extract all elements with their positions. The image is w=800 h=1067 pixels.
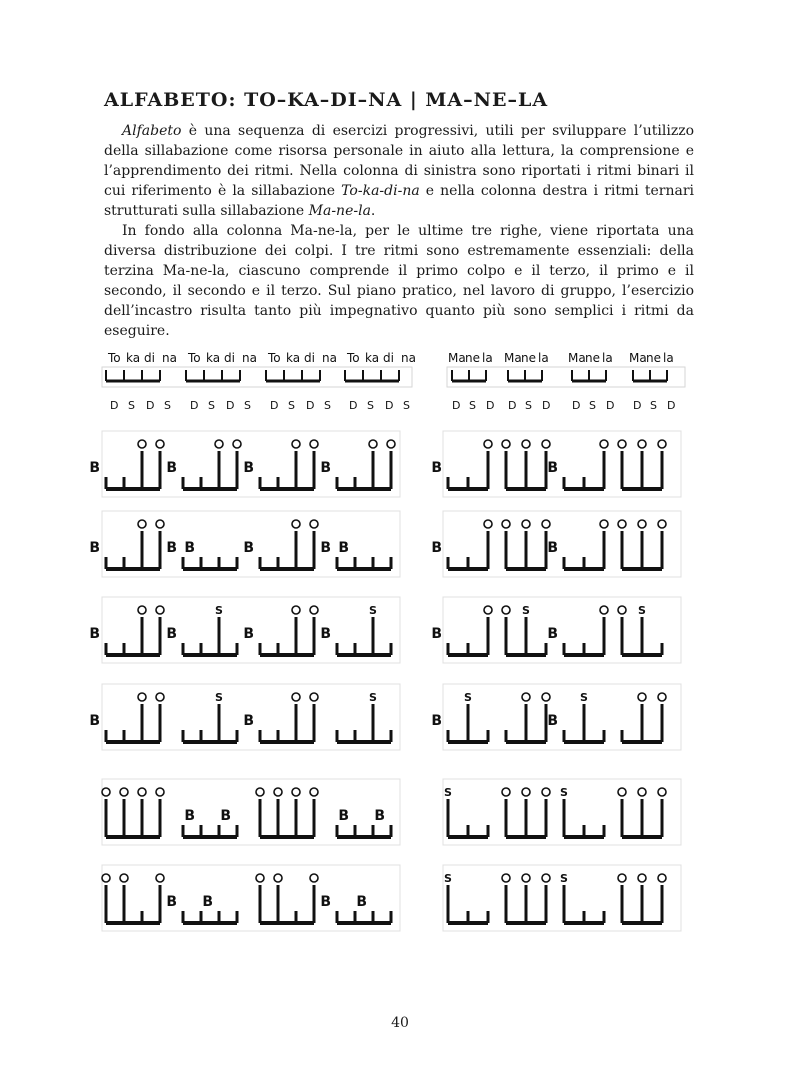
hand-label: D [667,399,676,412]
note-symbol: B [431,713,442,729]
note-symbol: S [215,604,223,617]
open-note-mark [256,788,264,796]
italic-term: To-ka-di-na [341,183,420,199]
rhythm-row-left [89,431,400,497]
open-note-mark [484,520,492,528]
syllable: na [242,351,257,365]
rhythm-row-left [89,597,400,663]
open-note-mark [658,520,666,528]
open-note-mark [522,520,530,528]
rhythm-row-right [431,597,681,663]
open-note-mark [658,440,666,448]
open-note-mark [502,874,510,882]
note-symbol: B [166,894,177,910]
hand-label: D [633,399,642,412]
hand-label: S [208,399,215,412]
syllable: na [322,351,337,365]
note-symbol: B [166,626,177,642]
open-note-mark [138,520,146,528]
hand-label: S [469,399,476,412]
open-note-mark [638,440,646,448]
syllable: la [663,351,674,365]
header-syllables [102,351,685,412]
page-number: 40 [391,1015,409,1031]
note-symbol: B [320,540,331,556]
hand-label: S [589,399,596,412]
syllable: di [304,351,315,365]
note-symbol: B [547,713,558,729]
syllable: la [538,351,549,365]
hand-label: S [367,399,374,412]
note-symbol: S [444,786,452,799]
open-note-mark [618,440,626,448]
text-run: In fondo alla colonna Ma-ne-la, per le ultime tre righe, viene riportata una diversa distribuzione dei colpi. I tre ritmi sono estremamente essenziali: della terzina Ma-ne-la, ciascuno comprende il primo colpo e il terzo, il primo e il secondo, il secondo e il terzo. Sul piano pratico, nel lavoro di gruppo, l’esercizio dell’incastro risulta tanto più impegnativo quanto più sono semplici i ritmi da eseguire. [104,223,694,339]
syllable: To [108,351,121,365]
syllable: Ma [504,351,522,365]
hand-label: S [525,399,532,412]
note-symbol: B [243,713,254,729]
hand-label: D [306,399,315,412]
open-note-mark [233,440,241,448]
open-note-mark [156,440,164,448]
hand-label: D [572,399,581,412]
note-symbol: B [431,460,442,476]
open-note-mark [484,606,492,614]
note-symbol: B [547,460,558,476]
hand-label: D [110,399,119,412]
text-run: . [370,203,376,219]
rhythm-row-left [102,779,400,845]
open-note-mark [274,788,282,796]
open-note-mark [256,874,264,882]
text-run: e nella colonna destra i ritmi ternari strutturati sulla sillabazione [104,183,694,219]
italic-term: Ma-ne-la [308,203,371,219]
open-note-mark [638,788,646,796]
hand-label: D [270,399,279,412]
open-note-mark [638,693,646,701]
open-note-mark [310,520,318,528]
page-title: ALFABETO: TO–KA–DI–NA | MA–NE–LA [104,89,549,111]
open-note-mark [102,874,110,882]
text-run: è una sequenza di esercizi progressivi, utili per sviluppare l’utilizzo della sillabazione come risorsa personale in aiuto alla lettura, la comprensione e l’apprendimento dei ritmi. Nella colonna di sinistra sono riportati i ritmi binari il cui riferimento è la sillabazione [104,123,694,199]
note-symbol: B [166,460,177,476]
open-note-mark [387,440,395,448]
syllable: ka [206,351,221,365]
rhythm-row-right [443,779,681,845]
note-symbol: B [184,808,195,824]
open-note-mark [618,874,626,882]
open-note-mark [310,693,318,701]
open-note-mark [502,440,510,448]
open-note-mark [138,606,146,614]
open-note-mark [138,693,146,701]
open-note-mark [542,440,550,448]
note-symbol: S [522,604,530,617]
open-note-mark [502,788,510,796]
note-symbol: B [431,626,442,642]
syllable: di [383,351,394,365]
syllable: Ma [448,351,466,365]
note-symbol: B [89,713,100,729]
open-note-mark [522,440,530,448]
open-note-mark [156,693,164,701]
syllable: na [401,351,416,365]
hand-label: D [385,399,394,412]
open-note-mark [274,874,282,882]
open-note-mark [156,874,164,882]
open-note-mark [310,440,318,448]
note-symbol: B [89,540,100,556]
note-symbol: S [444,872,452,885]
note-symbol: B [243,626,254,642]
note-symbol: B [184,540,195,556]
syllable: ne [646,351,661,365]
hand-label: S [324,399,331,412]
note-symbol: B [166,540,177,556]
note-symbol: B [320,626,331,642]
note-symbol: S [560,786,568,799]
note-symbol: B [89,626,100,642]
open-note-mark [138,440,146,448]
open-note-mark [618,788,626,796]
syllable: na [162,351,177,365]
rhythm-row-right [443,865,681,931]
syllable: To [188,351,201,365]
rhythm-row-left [89,684,400,750]
note-symbol: B [320,894,331,910]
syllable: ne [465,351,480,365]
syllable: Ma [629,351,647,365]
note-symbol: B [202,894,213,910]
italic-term: Alfabeto [122,123,182,139]
rhythm-row-right [431,431,681,497]
hand-label: S [164,399,171,412]
hand-label: D [542,399,551,412]
note-symbol: B [547,540,558,556]
open-note-mark [292,520,300,528]
note-symbol: B [374,808,385,824]
hand-label: S [244,399,251,412]
open-note-mark [618,520,626,528]
syllable: ka [126,351,141,365]
syllable: Ma [568,351,586,365]
header-frame [102,367,412,387]
open-note-mark [618,606,626,614]
open-note-mark [502,520,510,528]
open-note-mark [292,440,300,448]
hand-label: D [606,399,615,412]
note-symbol: B [89,460,100,476]
open-note-mark [600,606,608,614]
hand-label: D [190,399,199,412]
open-note-mark [484,440,492,448]
note-symbol: S [369,604,377,617]
rhythm-row-left [102,865,400,931]
hand-label: S [288,399,295,412]
syllable: ne [585,351,600,365]
note-symbol: S [369,691,377,704]
open-note-mark [120,874,128,882]
hand-label: D [146,399,155,412]
hand-label: S [403,399,410,412]
open-note-mark [600,440,608,448]
note-symbol: B [243,460,254,476]
open-note-mark [156,606,164,614]
open-note-mark [292,606,300,614]
syllable: la [482,351,493,365]
syllable: To [347,351,360,365]
open-note-mark [156,788,164,796]
hand-label: D [486,399,495,412]
hand-label: D [226,399,235,412]
open-note-mark [542,693,550,701]
syllable: di [224,351,235,365]
open-note-mark [215,440,223,448]
open-note-mark [542,788,550,796]
open-note-mark [522,874,530,882]
hand-label: S [650,399,657,412]
open-note-mark [138,788,146,796]
open-note-mark [542,520,550,528]
open-note-mark [522,788,530,796]
note-symbol: B [220,808,231,824]
open-note-mark [292,788,300,796]
syllable: la [602,351,613,365]
syllable: ne [521,351,536,365]
open-note-mark [522,693,530,701]
note-symbol: B [547,626,558,642]
open-note-mark [638,520,646,528]
note-symbol: S [560,872,568,885]
hand-label: D [349,399,358,412]
rhythm-row-right [431,684,681,750]
open-note-mark [369,440,377,448]
open-note-mark [600,520,608,528]
hand-label: S [128,399,135,412]
note-symbol: S [580,691,588,704]
syllable: To [268,351,281,365]
open-note-mark [658,693,666,701]
note-symbol: S [215,691,223,704]
open-note-mark [310,606,318,614]
open-note-mark [658,874,666,882]
open-note-mark [502,606,510,614]
hand-label: D [508,399,517,412]
note-symbol: B [338,808,349,824]
note-symbol: B [338,540,349,556]
hand-label: D [452,399,461,412]
open-note-mark [310,874,318,882]
rhythm-row-right [431,511,681,577]
open-note-mark [292,693,300,701]
note-symbol: B [320,460,331,476]
syllable: di [144,351,155,365]
note-symbol: B [431,540,442,556]
open-note-mark [102,788,110,796]
note-symbol: B [356,894,367,910]
open-note-mark [120,788,128,796]
rhythm-row-left [89,511,400,577]
open-note-mark [638,874,646,882]
open-note-mark [310,788,318,796]
open-note-mark [542,874,550,882]
note-symbol: S [638,604,646,617]
open-note-mark [658,788,666,796]
note-symbol: S [464,691,472,704]
syllable: ka [286,351,301,365]
open-note-mark [156,520,164,528]
note-symbol: B [243,540,254,556]
syllable: ka [365,351,380,365]
